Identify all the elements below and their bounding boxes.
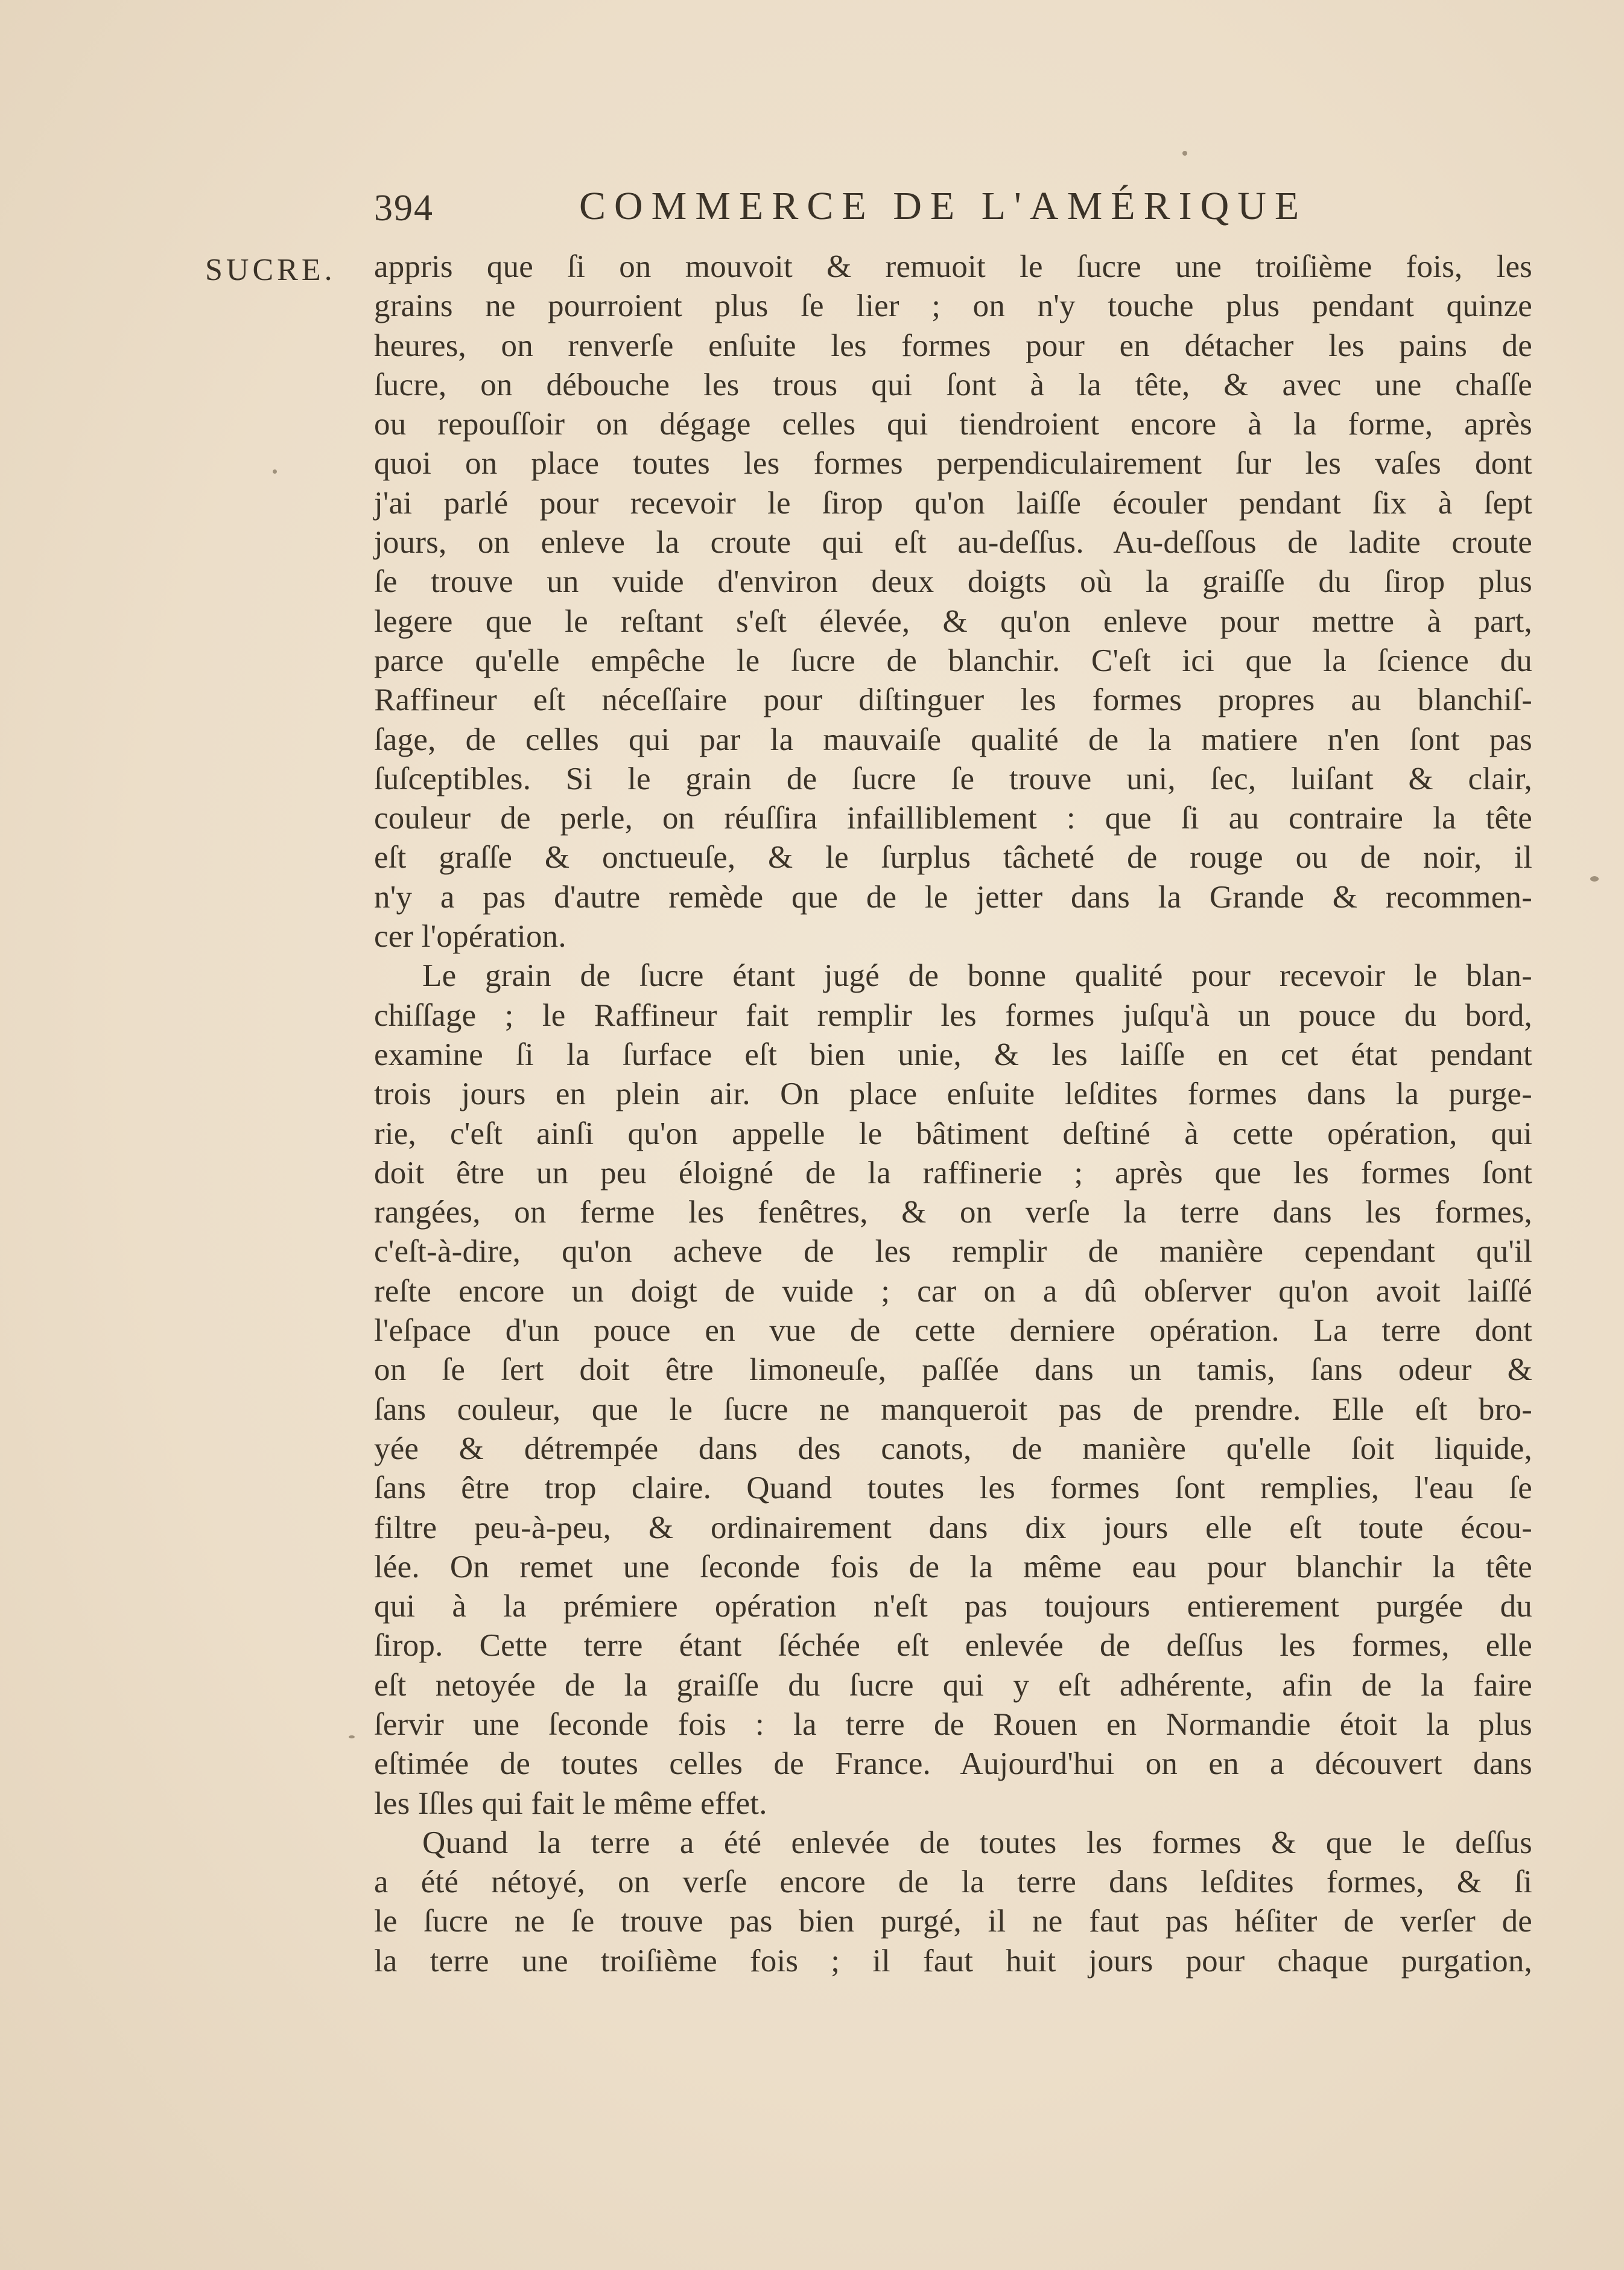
ink-speck [349, 1735, 355, 1738]
text-line: couleur de perle, on réuſſira infailliblement : que ſi au contraire la tête [374, 801, 1532, 836]
text-line: on ſe ſert doit être limoneuſe, paſſée dans un tamis, ſans odeur & [374, 1352, 1532, 1388]
text-line: ou repouſſoir on dégage celles qui tiendroient encore à la forme, après [374, 407, 1532, 442]
text-line: examine ſi la ſurface eſt bien unie, & les laiſſe en cet état pendant [374, 1037, 1532, 1072]
text-line: Le grain de ſucre étant jugé de bonne qualité pour recevoir le blan- [422, 958, 1532, 994]
text-line: quoi on place toutes les formes perpendiculairement ſur les vaſes dont [374, 446, 1532, 482]
text-line: ſe trouve un vuide d'environ deux doigts où la graiſſe du ſirop plus [374, 564, 1532, 600]
text-line: ſuſceptibles. Si le grain de ſucre ſe trouve uni, ſec, luiſant & clair, [374, 761, 1532, 796]
text-line: ſucre, on débouche les trous qui ſont à la tête, & avec une chaſſe [374, 367, 1532, 402]
text-line: chiſſage ; le Raffineur fait remplir les formes juſqu'à un pouce du bord, [374, 997, 1532, 1033]
text-line: doit être un peu éloigné de la raffinerie ; après que les formes ſont [374, 1155, 1532, 1191]
text-line: qui à la prémiere opération n'eſt pas toujours entierement purgée du [374, 1589, 1532, 1624]
text-line: ſage, de celles qui par la mauvaiſe qualité de la matiere n'en ſont pas [374, 722, 1532, 757]
text-line: grains ne pourroient plus ſe lier ; on n'y touche plus pendant quinze [374, 288, 1532, 324]
text-line: heures, on renverſe enſuite les formes pour en détacher les pains de [374, 328, 1532, 363]
text-line: ſans couleur, que le ſucre ne manqueroit pas de prendre. Elle eſt bro- [374, 1391, 1532, 1427]
text-line: j'ai parlé pour recevoir le ſirop qu'on laiſſe écouler pendant ſix à ſept [374, 485, 1532, 521]
ink-speck [1182, 151, 1187, 156]
text-line: ſervir une ſeconde fois : la terre de Rouen en Normandie étoit la plus [374, 1706, 1532, 1742]
text-line: les Iſles qui fait le même effet. [374, 1785, 767, 1821]
text-line: Raffineur eſt néceſſaire pour diſtinguer les formes propres au blanchiſ- [374, 682, 1532, 718]
text-line: jours, on enleve la croute qui eſt au-deſſus. Au-deſſous de ladite croute [374, 525, 1532, 561]
ink-speck [273, 469, 277, 474]
text-line: a été nétoyé, on verſe encore de la terre dans leſdites formes, & ſi [374, 1865, 1532, 1900]
text-line: parce qu'elle empêche le ſucre de blanchir. C'eſt ici que la ſcience du [374, 643, 1532, 678]
text-line: n'y a pas d'autre remède que de le jetter dans la Grande & recommen- [374, 879, 1532, 915]
text-line: trois jours en plein air. On place enſuite leſdites formes dans la purge- [374, 1076, 1532, 1112]
text-line: reſte encore un doigt de vuide ; car on a dû obſerver qu'on avoit laiſſé [374, 1273, 1532, 1309]
text-line: la terre une troiſième fois ; il faut huit jours pour chaque purgation, [374, 1943, 1532, 1979]
margin-note: SUCRE. [205, 253, 336, 287]
text-line: Quand la terre a été enlevée de toutes les formes & que le deſſus [422, 1825, 1532, 1860]
text-line: eſtimée de toutes celles de France. Aujourd'hui on en a découvert dans [374, 1746, 1532, 1782]
text-line: c'eſt-à-dire, qu'on acheve de les remplir de manière cependant qu'il [374, 1234, 1532, 1270]
text-line: ſans être trop claire. Quand toutes les formes ſont remplies, l'eau ſe [374, 1470, 1532, 1506]
page-number: 394 [374, 188, 434, 229]
text-line: eſt netoyée de la graiſſe du ſucre qui y eſt adhérente, afin de la faire [374, 1667, 1532, 1703]
running-title: COMMERCE DE L'AMÉRIQUE [579, 184, 1308, 228]
text-line: le ſucre ne ſe trouve pas bien purgé, il ne faut pas héſiter de verſer de [374, 1904, 1532, 1939]
text-line: appris que ſi on mouvoit & remuoit le ſucre une troiſième fois, les [374, 249, 1532, 284]
text-line: legere que le reſtant s'eſt élevée, & qu'on enleve pour mettre à part, [374, 603, 1532, 639]
text-line: rie, c'eſt ainſi qu'on appelle le bâtiment deſtiné à cette opération, qui [374, 1116, 1532, 1151]
page-header [374, 181, 1363, 241]
text-line: filtre peu-à-peu, & ordinairement dans dix jours elle eſt toute écou- [374, 1510, 1532, 1545]
text-line: rangées, on ferme les fenêtres, & on verſe la terre dans les formes, [374, 1195, 1532, 1230]
text-line: yée & détrempée dans des canots, de manière qu'elle ſoit liquide, [374, 1431, 1532, 1466]
body-text [374, 247, 1532, 1981]
text-line: eſt graſſe & onctueuſe, & le ſurplus tâcheté de rouge ou de noir, il [374, 840, 1532, 876]
text-line: l'eſpace d'un pouce en vue de cette derniere opération. La terre dont [374, 1313, 1532, 1349]
text-line: ſirop. Cette terre étant ſéchée eſt enlevée de deſſus les formes, elle [374, 1628, 1532, 1664]
text-line: cer l'opération. [374, 919, 566, 955]
text-line: lée. On remet une ſeconde fois de la même eau pour blanchir la tête [374, 1549, 1532, 1585]
ink-speck [1590, 876, 1599, 882]
